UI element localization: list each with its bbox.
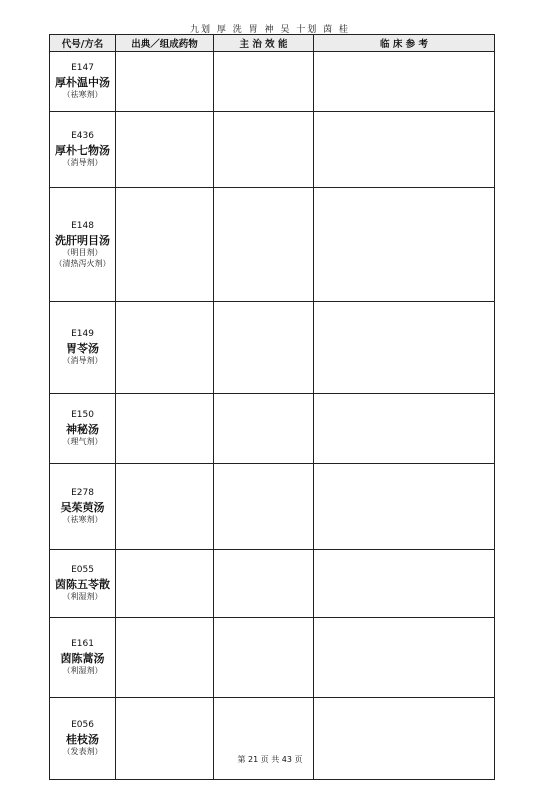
formula-category-secondary: （清热泻火剂） (54, 258, 111, 268)
composition-cell (116, 112, 214, 188)
formula-code: E147 (71, 63, 94, 73)
formula-name: 厚朴温中汤 (55, 76, 110, 89)
table-row (50, 550, 495, 618)
table-row (50, 52, 495, 112)
efficacy-cell (214, 618, 314, 698)
clinical-cell (314, 618, 495, 698)
formula-code: E055 (71, 565, 94, 575)
formula-name: 茵陈蒿汤 (60, 652, 105, 665)
formula-cell (50, 464, 116, 550)
table-row (50, 618, 495, 698)
clinical-cell (314, 550, 495, 618)
column-header-efficacy: 主 治 效 能 (214, 35, 314, 52)
clinical-cell (314, 394, 495, 464)
composition-cell (116, 550, 214, 618)
formula-category: （利湿剂） (62, 592, 103, 601)
efficacy-cell (214, 302, 314, 394)
efficacy-cell (214, 394, 314, 464)
formula-code: E150 (71, 410, 94, 420)
formula-name: 茵陈五苓散 (55, 578, 110, 591)
clinical-cell (314, 52, 495, 112)
formula-name: 胃苓汤 (66, 342, 99, 355)
formula-code: E056 (71, 720, 94, 730)
table-row (50, 112, 495, 188)
composition-cell (116, 698, 214, 780)
composition-cell (116, 618, 214, 698)
formula-code: E149 (71, 329, 94, 339)
formula-cell (50, 550, 116, 618)
formula-cell (50, 112, 116, 188)
table-row (50, 188, 495, 302)
formula-cell (50, 394, 116, 464)
table-row (50, 464, 495, 550)
column-header-composition: 出典／组成药物 (116, 35, 214, 52)
formula-name: 桂枝汤 (66, 733, 99, 746)
formula-category: （明目剂） (62, 247, 103, 257)
efficacy-cell (214, 464, 314, 550)
composition-cell (116, 302, 214, 394)
composition-cell (116, 52, 214, 112)
column-header-code: 代号/方名 (50, 35, 116, 52)
formula-category: （消导剂） (62, 356, 103, 365)
page-footer: 第 21 页 共 43 页 (237, 755, 303, 764)
formula-category: （利湿剂） (62, 666, 103, 675)
formula-table (49, 34, 495, 780)
composition-cell (116, 188, 214, 302)
formula-category: （祛寒剂） (62, 515, 103, 524)
efficacy-cell (214, 550, 314, 618)
formula-name: 神秘汤 (66, 423, 99, 436)
clinical-cell (314, 188, 495, 302)
formula-name: 洗肝明目汤 (55, 233, 110, 247)
formula-category: （祛寒剂） (62, 90, 103, 99)
efficacy-cell (214, 698, 314, 780)
efficacy-cell (214, 188, 314, 302)
table-row (50, 698, 495, 780)
formula-cell (50, 188, 116, 302)
formula-code: E436 (71, 131, 94, 141)
composition-cell (116, 394, 214, 464)
table-row (50, 394, 495, 464)
clinical-cell (314, 112, 495, 188)
efficacy-cell (214, 52, 314, 112)
column-header-clinical: 临 床 参 考 (314, 35, 495, 52)
formula-category: （理气剂） (62, 437, 103, 446)
formula-cell (50, 302, 116, 394)
page-header: 九划 厚 洗 胃 神 吴 十划 茵 桂 (190, 25, 350, 35)
formula-name: 吴茱萸汤 (60, 501, 105, 514)
formula-code: E161 (71, 639, 94, 649)
formula-code: E278 (71, 488, 94, 498)
formula-cell (50, 52, 116, 112)
composition-cell (116, 464, 214, 550)
efficacy-cell (214, 112, 314, 188)
formula-code: E148 (71, 220, 94, 231)
formula-category: （消导剂） (62, 158, 103, 167)
formula-name: 厚朴七物汤 (55, 144, 110, 157)
table-header-row (50, 35, 495, 52)
clinical-cell (314, 464, 495, 550)
clinical-cell (314, 302, 495, 394)
formula-cell (50, 698, 116, 780)
formula-category: （发表剂） (62, 747, 103, 756)
clinical-cell (314, 698, 495, 780)
formula-cell (50, 618, 116, 698)
table-row (50, 302, 495, 394)
